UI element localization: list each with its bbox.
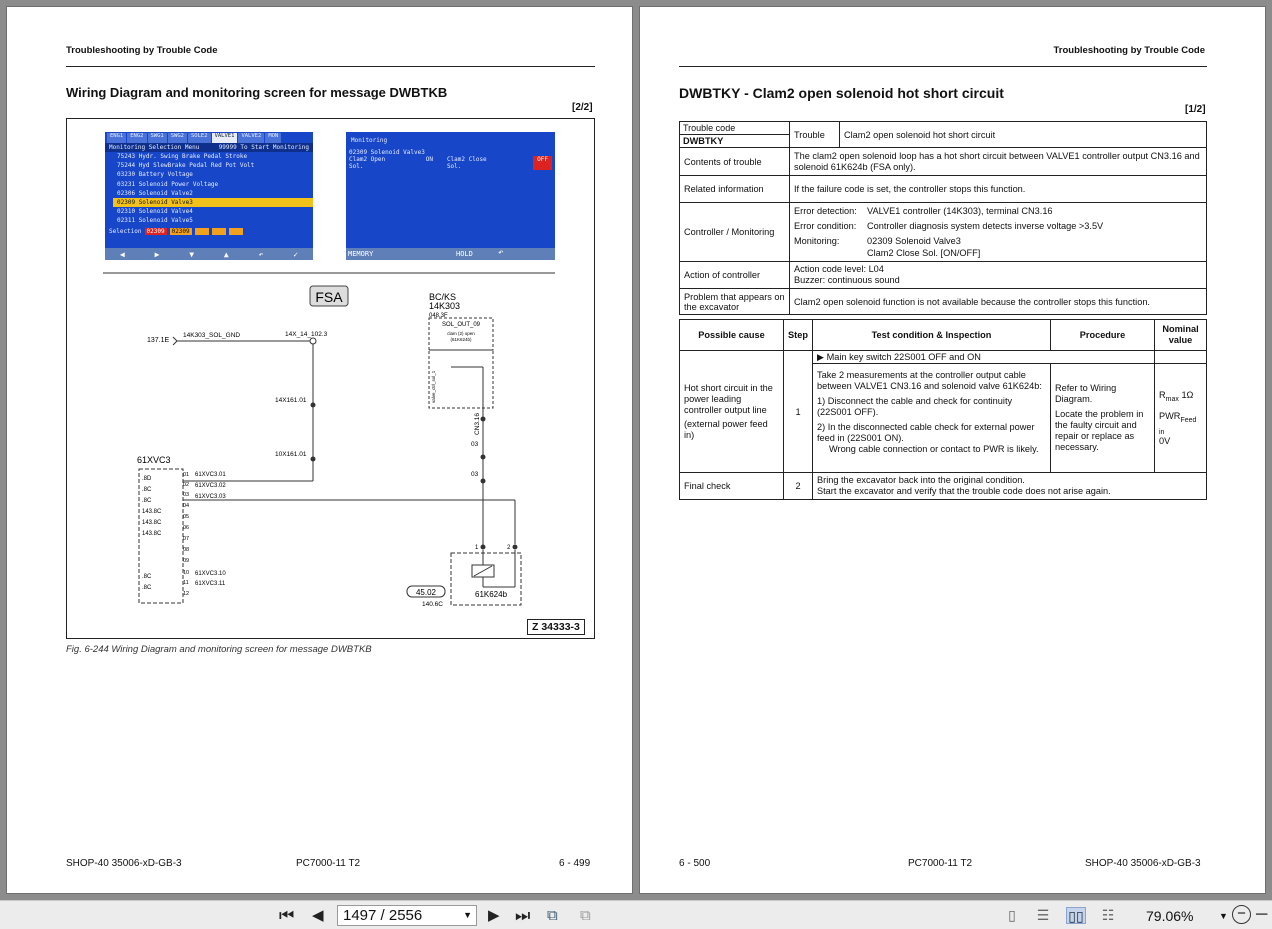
monitor-tab: MON [265,133,281,143]
footer-page-number: 6 - 500 [679,858,711,869]
monitor-tab: ENG2 [127,133,146,143]
ref-list [142,476,162,591]
inspection-cell: Take 2 measurements at the controller output cable between VALVE1 CN3.16 and solenoid valve 61K624b: 1) Disconnect the cable and check for continuity (22S001 OFF). 2) In the disconnected cable check for external power feed in (22S001 ON). Wrong cable connection or contact to PWR is likely. [813,364,1051,473]
ref-label: 137.1E [147,337,170,344]
svg-text:05: 05 [183,514,190,520]
cn-label: CN3.16 [474,412,481,435]
ref-label: 140.6C [422,601,443,608]
test-procedure-table [679,319,1207,500]
viewer-toolbar [0,900,1272,929]
svg-text:01: 01 [183,472,190,478]
svg-text:61XVC3.01: 61XVC3.01 [195,472,226,478]
page-title: Wiring Diagram and monitoring screen for message DWBTKB [66,85,448,100]
continuous-view-icon[interactable]: ☰ [1036,907,1050,923]
final-check-cell: Bring the excavator back into the original condition. Start the excavator and verify that the trouble code does not arise again. [813,473,1207,500]
monitor-header-left: Monitoring Selection Menu [109,144,200,151]
page-title: DWBTKY - Clam2 open solenoid hot short circuit [679,85,1004,101]
chevron-down-icon[interactable]: ▼ [463,910,472,920]
trouble-code: DWBTKY [680,135,790,148]
related-text: If the failure code is set, the controller stops this function. [790,176,1207,203]
valve-ctrl-label: valve_ctrl_sol_1 [431,370,436,403]
selection-label: Selection [109,227,142,235]
solenoid-label: 61K624b [475,590,508,599]
trouble-label: Trouble [790,122,840,148]
go-back-icon[interactable]: ⧉ [547,907,558,924]
two-page-view-icon[interactable]: ▯▯ [1066,907,1086,924]
problem-text: Clam2 open solenoid function is not available because the controller stops this function. [790,289,1207,315]
zoom-level[interactable]: 79.06% [1146,908,1194,924]
svg-text:61XVC3.10: 61XVC3.10 [195,571,226,577]
svg-text:03: 03 [183,492,190,498]
svg-text:04: 04 [183,503,190,509]
step-number: 2 [784,473,813,500]
controller-monitoring-cell: Error detection: VALVE1 controller (14K303), terminal CN3.16 Error condition: Controller diagnosis system detects inverse voltage >3.5V Monitoring: 02309 Solenoid Valve3 Clam2 Close Sol. [ON/OFF] [790,203,1207,262]
svg-text:07: 07 [183,536,190,542]
col-header: Nominal value [1155,320,1207,351]
monitor-detail-line: 02309 Solenoid Valve3 [349,149,425,156]
page-indicator: [1/2] [1185,104,1206,115]
sol-sub-label: (61K624b) [450,337,472,342]
connector-label: 03 [471,441,479,448]
col-header: Test condition & Inspection [813,320,1051,351]
sol-sub-label: clam (2) open [447,331,475,336]
wiring-figure [66,118,595,639]
monitor-tab: SWG2 [168,133,187,143]
svg-text:143.8C: 143.8C [142,531,162,537]
header-rule [66,66,595,67]
bcks-label: BC/KS [429,292,457,302]
monitor-row: 02311 Solenoid Valve5 [117,217,193,225]
controller-label: 14K303 [429,301,461,311]
monitor-row: 03231 Solenoid Power Voltage [117,180,219,188]
status-off-badge: OFF [533,156,552,170]
footer-center: PC7000-11 T2 [908,858,973,869]
previous-page-icon[interactable]: ◀ [312,907,324,924]
arrow-right-icon: ▶ [154,249,160,259]
svg-text:10: 10 [183,570,190,576]
monitor-tab: SOLE2 [188,133,211,143]
col-header: Possible cause [680,320,784,351]
col-header: Procedure [1051,320,1155,351]
svg-text:.8C: .8C [142,574,152,580]
gnd-label: 14K303_SOL_GND [183,332,241,339]
connector-label: 14X_14_102.3 [285,331,328,338]
related-label: Related information [680,176,790,203]
monitor-row: 75243 Hydr. Swing Brake Pedal Stroke [117,153,248,160]
trouble-code-label: Trouble code [680,122,790,135]
action-cell: Action code level: L04 Buzzer: continuous sound [790,262,1207,289]
page-number-input[interactable]: 1497 / 2556 ▼ [337,905,477,926]
col-header: Step [784,320,813,351]
svg-text:143.8C: 143.8C [142,509,162,515]
monitor-detail-title: Monitoring [351,137,388,144]
monitor-row: 75244 Hyd SlewBrake Pedal Red Pot Volt [117,162,255,170]
contents-label: Contents of trouble [680,148,790,176]
pin-list [183,472,189,597]
svg-text:61XVC3.02: 61XVC3.02 [195,483,226,489]
key-switch-cell: ▶ Main key switch 22S001 OFF and ON [813,351,1155,364]
pin-label-list [195,472,226,587]
page-indicator: [2/2] [572,102,593,113]
problem-label: Problem that appears on the excavator [680,289,790,315]
figure-caption: Fig. 6-244 Wiring Diagram and monitoring screen for message DWBTKB [66,644,372,655]
ref-label: 048.3F [429,313,448,319]
controller-monitoring-label: Controller / Monitoring [680,203,790,262]
header-rule [679,66,1207,67]
page-header: Troubleshooting by Trouble Code [66,45,218,56]
return-icon: ↶ [258,249,264,259]
pdf-page-right [639,6,1266,894]
monitor-tab: VALVE2 [238,133,264,143]
monitor-tab: ENG1 [107,133,126,143]
next-page-icon[interactable]: ▶ [488,907,500,924]
footer-center: PC7000-11 T2 [296,858,361,869]
trouble-info-table [679,121,1207,315]
monitor-row: 02310 Solenoid Valve4 [117,208,193,216]
final-check-label: Final check [680,473,784,500]
arrow-up-icon: ▲ [223,249,229,259]
step-number: 1 [784,351,813,473]
pin-label: 1 [475,545,479,551]
monitor-tab: SWG1 [148,133,167,143]
svg-text:06: 06 [183,525,190,531]
footer-page-number: 6 - 499 [559,858,591,869]
svg-text:61XVC3.03: 61XVC3.03 [195,494,226,500]
connector-label: 10X161.01 [275,451,307,458]
pdf-page-left [6,6,633,894]
zoom-out-icon[interactable]: − [1232,905,1251,924]
svg-text:143.8C: 143.8C [142,520,162,526]
monitor-detail-values: Clam2 Open Sol. ON Clam2 Close Sol. OFF [346,156,555,170]
svg-text:61XVC3.11: 61XVC3.11 [195,581,226,587]
connector-label: 14X161.01 [275,397,307,404]
arrow-right-icon: ▶ [817,351,825,362]
selection-value: 02309 [146,227,165,235]
two-page-continuous-view-icon[interactable]: ☷ [1101,907,1115,923]
ref-label: 45.02 [415,588,437,597]
drawing-number: Z 34333-3 [527,619,585,635]
monitor-row: 03230 Battery Voltage [117,171,193,179]
trouble-text: Clam2 open solenoid hot short circuit [840,122,1207,148]
svg-text:09: 09 [183,558,190,564]
sol-out-label: SOL_OUT_09 [441,322,481,328]
svg-text:02: 02 [183,482,190,488]
zoom-dropdown-icon[interactable]: ▼ [1219,911,1228,921]
arrow-down-icon: ▼ [189,249,195,259]
svg-text:.8D: .8D [142,476,152,482]
arrow-left-icon: ◀ [119,249,125,259]
action-label: Action of controller [680,262,790,289]
footer-left: SHOP-40 35006-xD-GB-3 [66,858,182,869]
monitor-row: 02306 Solenoid Valve2 [117,189,193,197]
selection-value: 02309 [171,227,190,235]
svg-text:.8C: .8C [142,487,152,493]
wiring-diagram [67,119,594,638]
contents-text: The clam2 open solenoid loop has a hot short circuit between VALVE1 controller output CN3.16 and solenoid 61K624b (FSA only). [790,148,1207,176]
monitor-tab-active: VALVE1 [212,133,238,143]
monitor-row-selected: 02309 Solenoid Valve3 [113,198,313,207]
last-page-icon[interactable]: ⏭ [515,906,531,925]
zoom-slider-track[interactable]: ─ [1256,906,1268,923]
check-icon: ✓ [293,249,299,259]
procedure-cell: Refer to Wiring Diagram. Locate the problem in the faulty circuit and repair or replace as necessary. [1051,364,1155,473]
svg-text:.8C: .8C [142,498,152,504]
footer-right: SHOP-40 35006-xD-GB-3 [1085,858,1201,869]
svg-text:.8C: .8C [142,585,152,591]
connector-label: 61XVC3 [137,455,171,465]
monitor-header-right: 99999 To Start Monitoring [218,144,309,151]
memory-key: MEMORY [348,250,374,258]
svg-text:12: 12 [183,591,190,597]
cause-cell: Hot short circuit in the power leading controller output line (external power feed in) [680,351,784,473]
hold-key: HOLD [456,250,473,258]
pin-label: 2 [507,545,511,551]
first-page-icon[interactable]: ⏮ [279,906,295,925]
page-header: Troubleshooting by Trouble Code [1053,45,1205,56]
return-icon: ↶ [498,248,504,258]
nominal-value-cell: $R_{max}$ 1Ω $PWR_{Feed in}$ 0V [1155,364,1207,473]
connector-label: 03 [471,471,479,478]
svg-text:11: 11 [183,580,189,586]
fsa-label: FSA [315,289,343,305]
single-page-view-icon[interactable]: ▯ [1008,907,1016,923]
svg-text:08: 08 [183,547,190,553]
go-forward-icon[interactable]: ⧉ [580,907,591,924]
